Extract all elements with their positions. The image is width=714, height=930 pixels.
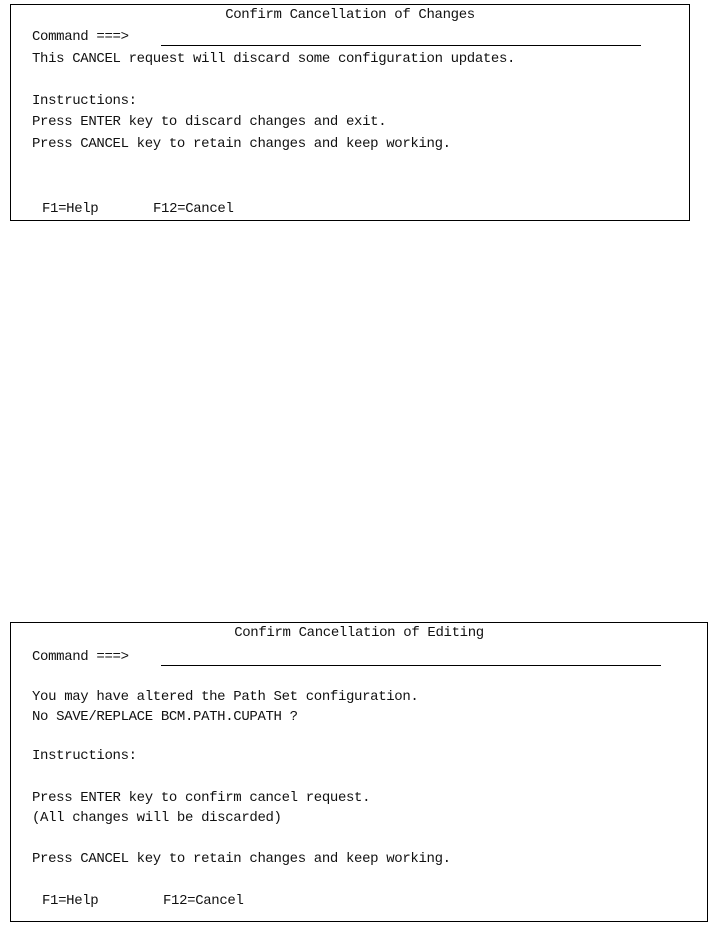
confirm-cancellation-of-changes-panel [10, 4, 690, 221]
instruction-enter: Press ENTER key to confirm cancel request. [32, 790, 371, 806]
f12-cancel-key[interactable]: F12=Cancel [153, 201, 234, 217]
panel-title: Confirm Cancellation of Editing [234, 625, 484, 641]
f12-cancel-key[interactable]: F12=Cancel [163, 893, 244, 909]
command-label: Command ===> [32, 649, 129, 665]
warning-message-line2: No SAVE/REPLACE BCM.PATH.CUPATH ? [32, 709, 298, 725]
cancel-message: This CANCEL request will discard some configuration updates. [32, 51, 516, 67]
command-input[interactable] [161, 29, 641, 46]
instructions-heading: Instructions: [32, 748, 137, 764]
command-input[interactable] [161, 649, 661, 666]
confirm-cancellation-of-editing-panel [10, 622, 708, 922]
panel-title: Confirm Cancellation of Changes [225, 7, 475, 23]
command-label: Command ===> [32, 29, 129, 45]
instruction-enter: Press ENTER key to discard changes and exit. [32, 114, 387, 130]
f1-help-key[interactable]: F1=Help [42, 201, 99, 217]
instructions-heading: Instructions: [32, 93, 137, 109]
instruction-cancel: Press CANCEL key to retain changes and keep working. [32, 136, 451, 152]
instruction-enter-note: (All changes will be discarded) [32, 810, 282, 826]
warning-message-line1: You may have altered the Path Set configuration. [32, 689, 419, 705]
f1-help-key[interactable]: F1=Help [42, 893, 99, 909]
instruction-cancel: Press CANCEL key to retain changes and keep working. [32, 851, 451, 867]
